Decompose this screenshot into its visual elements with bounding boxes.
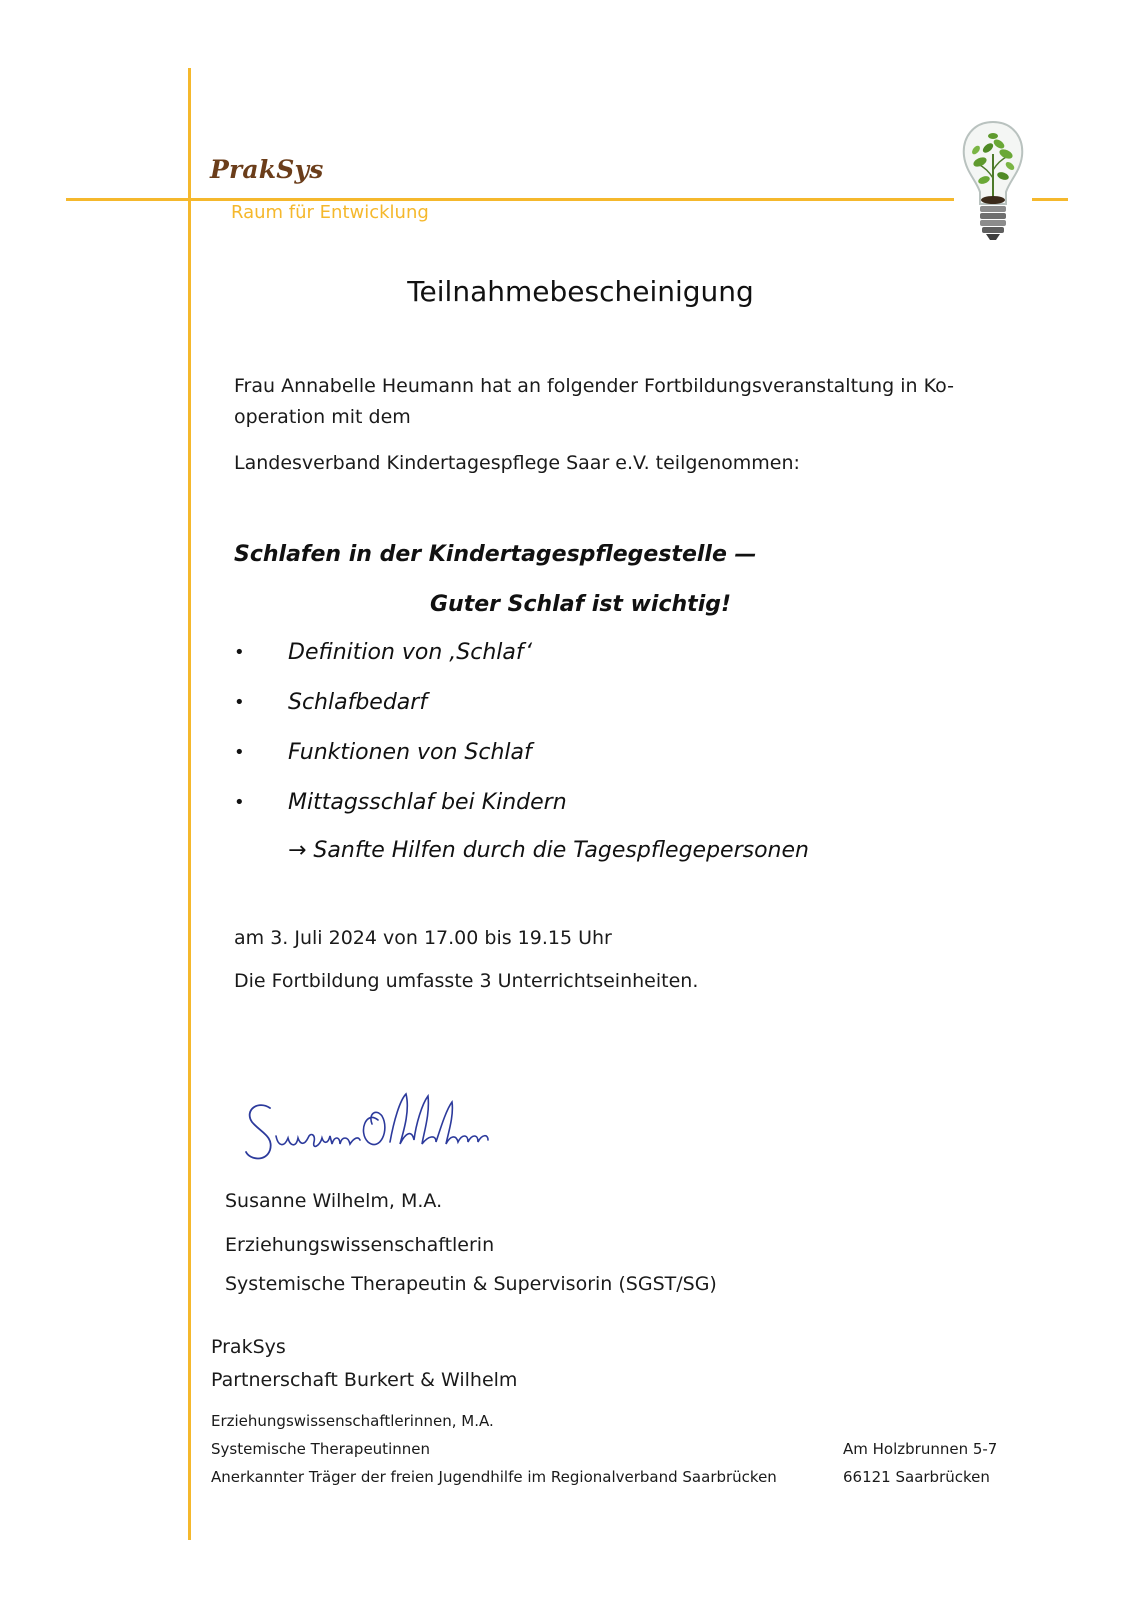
lightbulb-plant-icon xyxy=(958,118,1028,244)
topic-text: Definition von ‚Schlaf‘ xyxy=(288,640,533,665)
organization-name: PrakSys xyxy=(211,1336,286,1358)
bullet-icon: • xyxy=(234,692,245,713)
topic-text: Funktionen von Schlaf xyxy=(288,740,532,765)
footer-line-3: Anerkannter Träger der freien Jugendhilfe im Regionalverband Saarbrücken xyxy=(211,1468,777,1486)
bullet-icon: • xyxy=(234,742,245,763)
event-date: am 3. Juli 2024 von 17.00 bis 19.15 Uhr xyxy=(234,927,612,949)
organization-partnership: Partnerschaft Burkert & Wilhelm xyxy=(211,1369,518,1391)
footer-line-2: Systemische Therapeutinnen xyxy=(211,1440,430,1458)
frame-horizontal-line-right xyxy=(1032,198,1068,201)
frame-horizontal-line xyxy=(66,198,954,201)
topic-text: Schlafbedarf xyxy=(288,690,428,715)
signatory-role: Erziehungswissenschaftlerin xyxy=(225,1234,495,1256)
signatory-qualification: Systemische Therapeutin & Supervisorin (SGST/SG) xyxy=(225,1273,717,1295)
topic-subpoint: → Sanfte Hilfen durch die Tagespflegepersonen xyxy=(288,838,809,863)
footer-line-1: Erziehungswissenschaftlerinnen, M.A. xyxy=(211,1412,494,1430)
bullet-icon: • xyxy=(234,792,245,813)
intro-paragraph xyxy=(234,373,954,430)
bullet-icon: • xyxy=(234,642,245,663)
address-city: 66121 Saarbrücken xyxy=(843,1468,990,1486)
course-title: Schlafen in der Kindertagespflegestelle — xyxy=(234,542,757,567)
topic-text: Mittagsschlaf bei Kindern xyxy=(288,790,567,815)
brand-tagline: Raum für Entwicklung xyxy=(231,202,429,223)
signatory-name: Susanne Wilhelm, M.A. xyxy=(225,1190,443,1212)
intro-line-2: operation mit dem xyxy=(234,405,411,428)
handwritten-signature xyxy=(240,1080,540,1170)
document-title: Teilnahmebescheinigung xyxy=(407,275,754,308)
intro-line-3: Landesverband Kindertagespflege Saar e.V. teilgenommen: xyxy=(234,452,800,474)
course-subtitle: Guter Schlaf ist wichtig! xyxy=(429,592,732,617)
brand-name: PrakSys xyxy=(210,155,324,184)
intro-line-1: Frau Annabelle Heumann hat an folgender Fortbildungsveranstaltung in Ko- xyxy=(234,375,954,397)
address-street: Am Holzbrunnen 5-7 xyxy=(843,1440,998,1458)
teaching-units: Die Fortbildung umfasste 3 Unterrichtseinheiten. xyxy=(234,970,699,992)
